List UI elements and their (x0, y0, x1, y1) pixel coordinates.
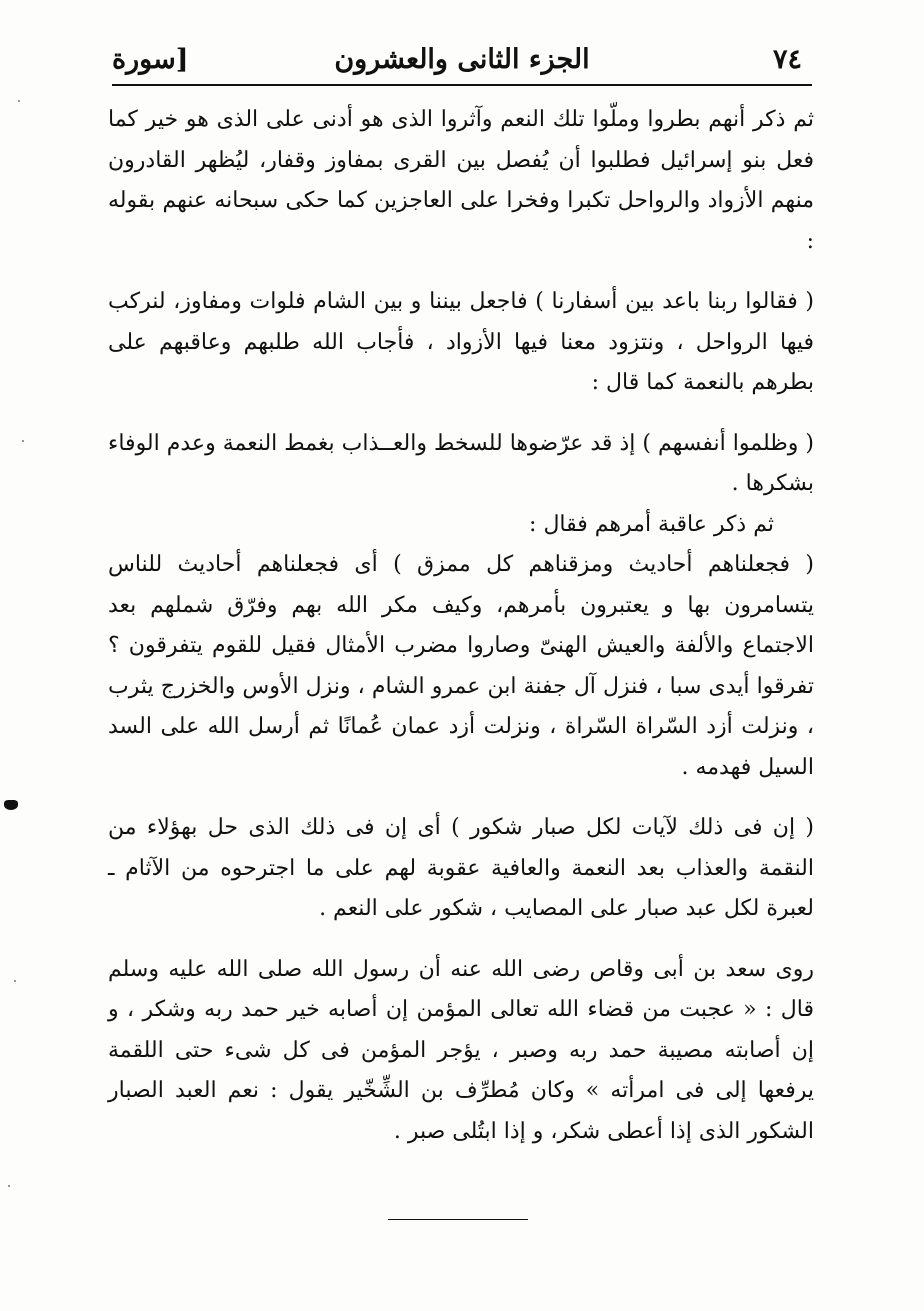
header-rule (112, 84, 812, 86)
paragraph-hadith: روى سعد بن أبى وقاص رضى الله عنه أن رسول الله صلى الله عليه وسلم قال : « عجبت من قضاء الله تعالى المؤمن إن أصابه خير حمد ربه وشكر ، و إن أصابته مصيبة حمد ربه وصبر ، يؤجر المؤمن فى كل شىء حتى اللقمة يرفعها إلى فى امرأته » وكان مُطرِّف بن الشِّخّير يقول : نعم العبد الصبار الشكور الذى إذا أعطى شكر، و إذا ابتُلى صبر . (108, 956, 814, 1144)
scan-speck (18, 100, 20, 102)
paragraph-verse-4: ( إن فى ذلك لآيات لكل صبار شكور ) أى إن فى ذلك الذى حل بهؤلاء من النقمة والعذاب بعد النعمة والعافية عقوبة لهم على ما اجترحوه من الآثام ـ لعبرة لكل عبد صبار على المصايب ، شكور على النعم . (108, 815, 814, 921)
page-header (112, 42, 812, 86)
page-body (108, 100, 814, 1152)
paragraph-verse-3: ( فجعلناهم أحاديث ومزقناهم كل ممزق ) أى فجعلناهم أحاديث للناس يتسامرون بها و يعتبرون بأمرهم، وكيف مكر الله بهم وفرّق شملهم بعد الاجتماع والألفة والعيش الهنىّ وصاروا مضرب الأمثال فقيل للقوم يتفرقون ؟ تفرقوا أيدى سبا ، فنزل آل جفنة ابن عمرو الشام ، ونزل الأوس والخزرج يثرب ، ونزلت أزد السّراة السّراة ، ونزلت أزد عمان عُمانًا ثم أرسل الله على السد السيل فهدمه . (108, 552, 814, 780)
page-number: ٧٤ (772, 44, 802, 75)
scan-speck (8, 1185, 10, 1187)
paragraph-transition: ثم ذكر عاقبة أمرهم فقال : (529, 511, 774, 537)
surah-label: [سورة (112, 44, 189, 75)
margin-ink-mark (4, 800, 18, 810)
scan-speck (14, 980, 16, 982)
paragraph-intro: ثم ذكر أنهم بطروا وملّوا تلك النعم وآثروا الذى هو أدنى على الذى هو خير كما فعل بنو إسرائيل فطلبوا أن يُفصل بين القرى بمفاوز وقفار، ليُظهر القادرون منهم الأزواد والرواحل تكبرا وفخرا على العاجزين كما حكى سبحانه عنهم بقوله : (108, 107, 814, 254)
footnote-rule (388, 1219, 528, 1220)
running-title: الجزء الثانى والعشرون (334, 44, 590, 75)
paragraph-verse-1: ( فقالوا ربنا باعد بين أسفارنا ) فاجعل بيننا و بين الشام فلوات ومفاوز، لنركب فيها الرواحل ، ونتزود معنا فيها الأزواد ، فأجاب الله طلبهم وعاقبهم على بطرهم بالنعمة كما قال : (108, 289, 814, 395)
paragraph-verse-2: ( وظلموا أنفسهم ) إذ قد عرّضوها للسخط والعــذاب بغمط النعمة وعدم الوفاء بشكرها . (108, 430, 814, 496)
scan-speck (22, 440, 24, 442)
